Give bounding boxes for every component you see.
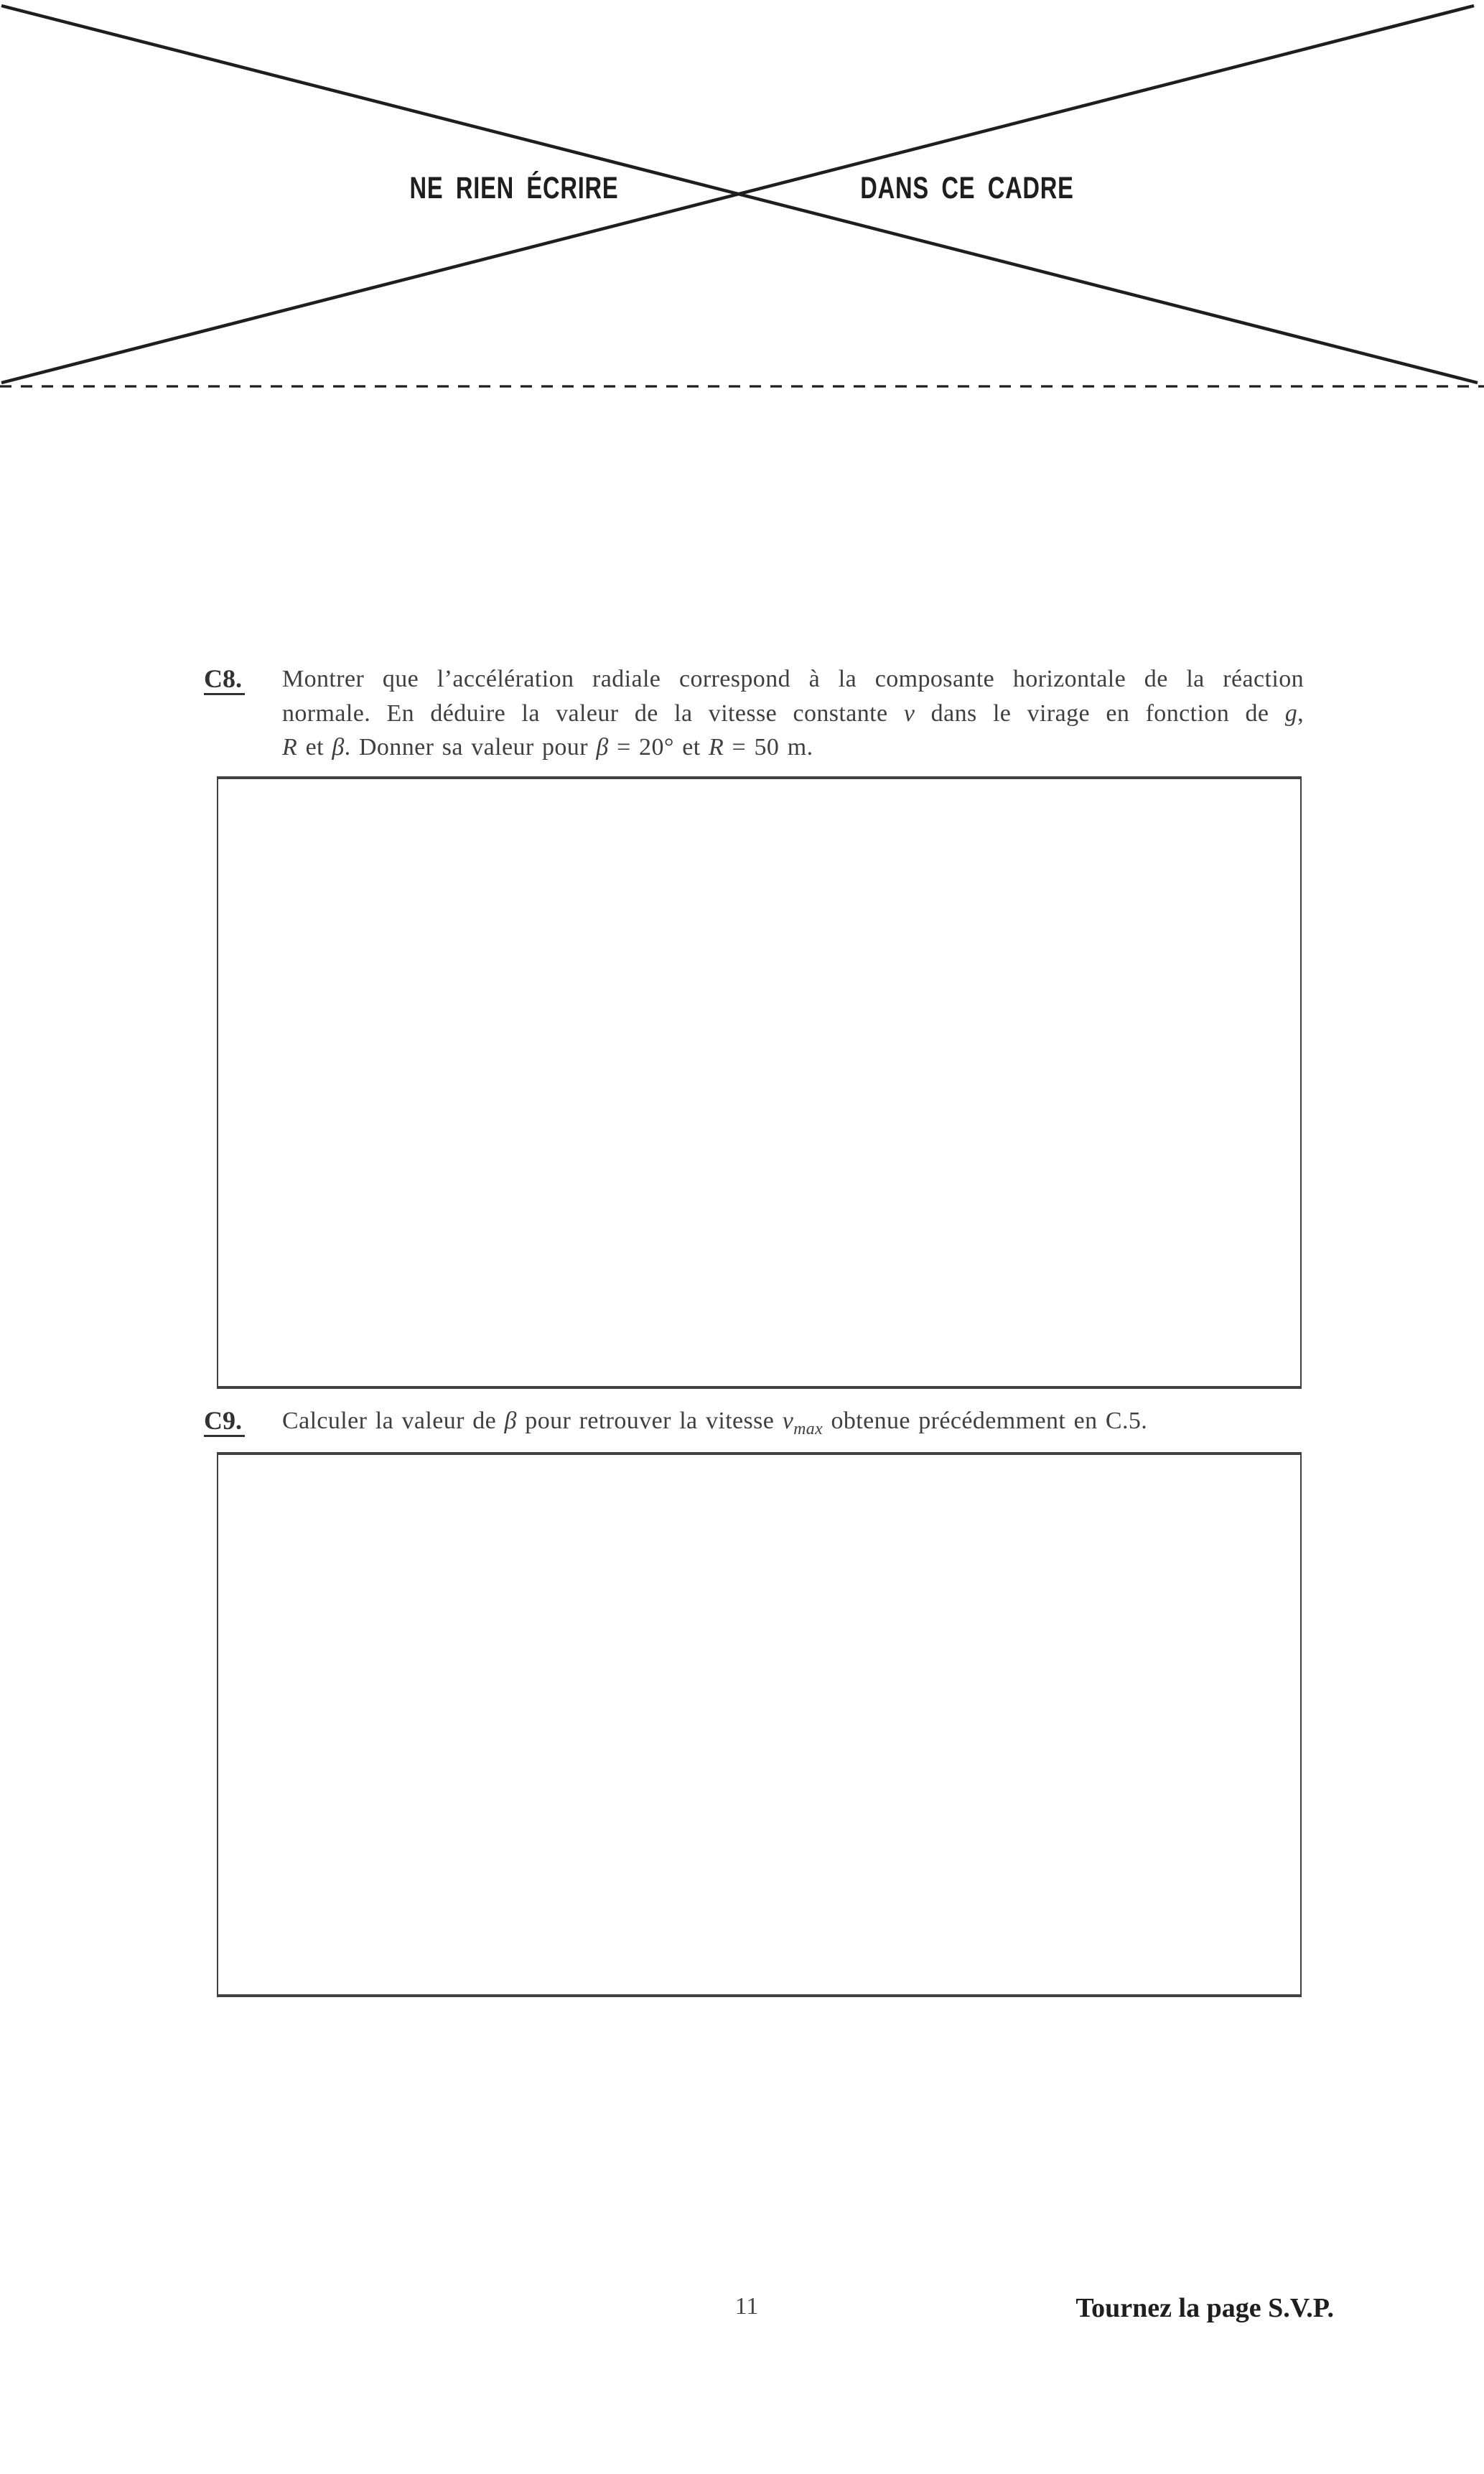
question-c8-line-3: R et β. Donner sa valeur pour β = 20° et R = 50 m. [282, 734, 813, 761]
answer-box-c8 [217, 776, 1302, 1389]
question-c8-text [282, 662, 1304, 765]
do-not-write-label-right: DANS CE CADRE [860, 171, 1074, 205]
question-c9-label: C9. [204, 1408, 245, 1437]
do-not-write-frame [0, 0, 1484, 402]
question-c8-line-2: normale. En déduire la valeur de la vitesse constante v dans le virage en fonction de g, [282, 699, 1304, 727]
question-c8-line-1: Montrer que l’accélération radiale correspond à la composante horizontale de la réaction [282, 666, 1304, 692]
question-c9-line-1: Calculer la valeur de β pour retrouver la vitesse $v_{max}$ obtenue précédemment en C.5. [282, 1408, 1148, 1438]
question-c8-label: C8. [204, 666, 245, 695]
page-number: 11 [734, 2293, 759, 2320]
do-not-write-label-left: NE RIEN ÉCRIRE [409, 171, 619, 205]
turn-page-note: Tournez la page S.V.P. [1075, 2293, 1334, 2323]
question-c9-text [282, 1404, 1304, 1438]
answer-box-c9 [217, 1452, 1302, 1997]
